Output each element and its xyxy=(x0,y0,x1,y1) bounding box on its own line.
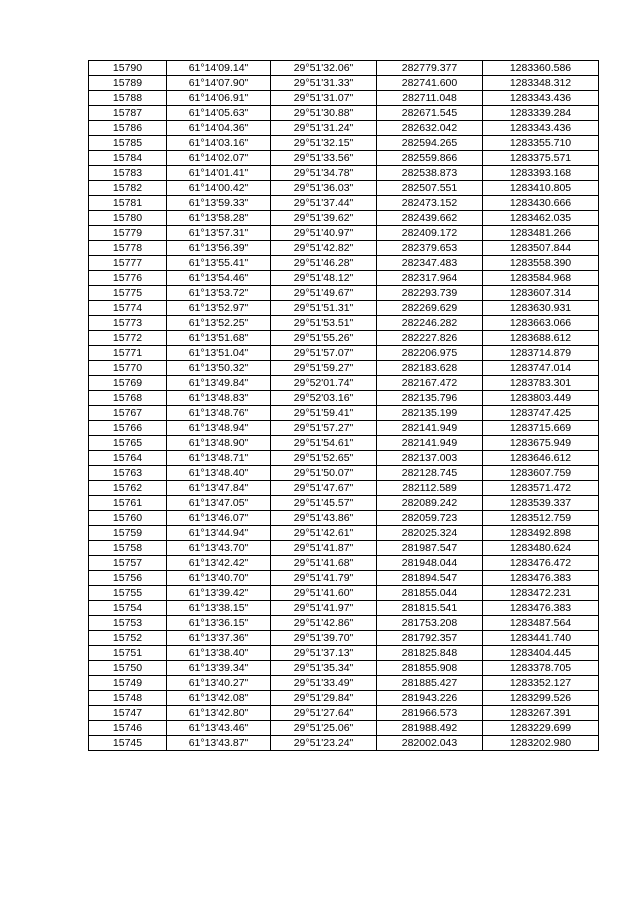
latitude-cell: 29°51'54.61" xyxy=(271,436,377,451)
table-row xyxy=(89,661,599,676)
latitude-cell: 29°51'59.41" xyxy=(271,406,377,421)
point-id-cell: 15759 xyxy=(89,526,167,541)
northing-cell: 1283492.898 xyxy=(483,526,599,541)
table-row xyxy=(89,76,599,91)
point-id-cell: 15748 xyxy=(89,691,167,706)
northing-cell: 1283476.472 xyxy=(483,556,599,571)
longitude-cell: 61°13'57.31" xyxy=(167,226,271,241)
latitude-cell: 29°51'36.03" xyxy=(271,181,377,196)
latitude-cell: 29°51'47.67" xyxy=(271,481,377,496)
point-id-cell: 15772 xyxy=(89,331,167,346)
latitude-cell: 29°51'42.61" xyxy=(271,526,377,541)
point-id-cell: 15749 xyxy=(89,676,167,691)
latitude-cell: 29°51'33.49" xyxy=(271,676,377,691)
point-id-cell: 15770 xyxy=(89,361,167,376)
northing-cell: 1283404.445 xyxy=(483,646,599,661)
easting-cell: 282473.152 xyxy=(377,196,483,211)
northing-cell: 1283299.526 xyxy=(483,691,599,706)
table-row xyxy=(89,406,599,421)
longitude-cell: 61°14'05.63" xyxy=(167,106,271,121)
point-id-cell: 15752 xyxy=(89,631,167,646)
point-id-cell: 15784 xyxy=(89,151,167,166)
latitude-cell: 29°51'32.15" xyxy=(271,136,377,151)
point-id-cell: 15766 xyxy=(89,421,167,436)
coordinates-table xyxy=(88,60,599,751)
northing-cell: 1283229.699 xyxy=(483,721,599,736)
latitude-cell: 29°51'33.56" xyxy=(271,151,377,166)
latitude-cell: 29°51'39.70" xyxy=(271,631,377,646)
longitude-cell: 61°13'58.28" xyxy=(167,211,271,226)
point-id-cell: 15785 xyxy=(89,136,167,151)
northing-cell: 1283539.337 xyxy=(483,496,599,511)
longitude-cell: 61°14'02.07" xyxy=(167,151,271,166)
latitude-cell: 29°51'34.78" xyxy=(271,166,377,181)
table-row xyxy=(89,586,599,601)
table-row xyxy=(89,226,599,241)
easting-cell: 282059.723 xyxy=(377,511,483,526)
longitude-cell: 61°13'36.15" xyxy=(167,616,271,631)
longitude-cell: 61°13'54.46" xyxy=(167,271,271,286)
latitude-cell: 29°51'42.86" xyxy=(271,616,377,631)
longitude-cell: 61°13'53.72" xyxy=(167,286,271,301)
easting-cell: 282128.745 xyxy=(377,466,483,481)
table-row xyxy=(89,136,599,151)
northing-cell: 1283747.425 xyxy=(483,406,599,421)
table-row xyxy=(89,196,599,211)
table-row xyxy=(89,166,599,181)
table-row xyxy=(89,541,599,556)
latitude-cell: 29°51'43.86" xyxy=(271,511,377,526)
easting-cell: 282347.483 xyxy=(377,256,483,271)
easting-cell: 282227.826 xyxy=(377,331,483,346)
latitude-cell: 29°51'25.06" xyxy=(271,721,377,736)
longitude-cell: 61°13'48.83" xyxy=(167,391,271,406)
easting-cell: 282183.628 xyxy=(377,361,483,376)
point-id-cell: 15776 xyxy=(89,271,167,286)
northing-cell: 1283480.624 xyxy=(483,541,599,556)
northing-cell: 1283783.301 xyxy=(483,376,599,391)
latitude-cell: 29°51'53.51" xyxy=(271,316,377,331)
northing-cell: 1283343.436 xyxy=(483,91,599,106)
point-id-cell: 15781 xyxy=(89,196,167,211)
longitude-cell: 61°13'42.42" xyxy=(167,556,271,571)
longitude-cell: 61°13'37.36" xyxy=(167,631,271,646)
easting-cell: 281948.044 xyxy=(377,556,483,571)
point-id-cell: 15750 xyxy=(89,661,167,676)
latitude-cell: 29°51'37.44" xyxy=(271,196,377,211)
table-row xyxy=(89,271,599,286)
northing-cell: 1283688.612 xyxy=(483,331,599,346)
northing-cell: 1283267.391 xyxy=(483,706,599,721)
table-row xyxy=(89,481,599,496)
table-row xyxy=(89,721,599,736)
point-id-cell: 15757 xyxy=(89,556,167,571)
latitude-cell: 29°51'30.88" xyxy=(271,106,377,121)
easting-cell: 282141.949 xyxy=(377,436,483,451)
table-row xyxy=(89,496,599,511)
point-id-cell: 15756 xyxy=(89,571,167,586)
table-row xyxy=(89,571,599,586)
table-row xyxy=(89,691,599,706)
easting-cell: 282594.265 xyxy=(377,136,483,151)
longitude-cell: 61°14'07.90" xyxy=(167,76,271,91)
table-row xyxy=(89,556,599,571)
latitude-cell: 29°51'50.07" xyxy=(271,466,377,481)
easting-cell: 282167.472 xyxy=(377,376,483,391)
table-row xyxy=(89,736,599,751)
northing-cell: 1283646.612 xyxy=(483,451,599,466)
longitude-cell: 61°13'42.08" xyxy=(167,691,271,706)
latitude-cell: 29°51'27.64" xyxy=(271,706,377,721)
northing-cell: 1283663.066 xyxy=(483,316,599,331)
easting-cell: 281894.547 xyxy=(377,571,483,586)
northing-cell: 1283512.759 xyxy=(483,511,599,526)
longitude-cell: 61°14'01.41" xyxy=(167,166,271,181)
latitude-cell: 29°51'45.57" xyxy=(271,496,377,511)
table-row xyxy=(89,646,599,661)
easting-cell: 282379.653 xyxy=(377,241,483,256)
northing-cell: 1283476.383 xyxy=(483,601,599,616)
table-row xyxy=(89,391,599,406)
easting-cell: 282135.796 xyxy=(377,391,483,406)
latitude-cell: 29°51'35.34" xyxy=(271,661,377,676)
easting-cell: 281988.492 xyxy=(377,721,483,736)
easting-cell: 282741.600 xyxy=(377,76,483,91)
northing-cell: 1283462.035 xyxy=(483,211,599,226)
latitude-cell: 29°51'41.60" xyxy=(271,586,377,601)
point-id-cell: 15790 xyxy=(89,61,167,76)
easting-cell: 281792.357 xyxy=(377,631,483,646)
point-id-cell: 15782 xyxy=(89,181,167,196)
table-row xyxy=(89,316,599,331)
northing-cell: 1283558.390 xyxy=(483,256,599,271)
easting-cell: 282538.873 xyxy=(377,166,483,181)
northing-cell: 1283393.168 xyxy=(483,166,599,181)
table-row xyxy=(89,301,599,316)
table-row xyxy=(89,466,599,481)
table-row xyxy=(89,151,599,166)
table-row xyxy=(89,631,599,646)
point-id-cell: 15775 xyxy=(89,286,167,301)
point-id-cell: 15789 xyxy=(89,76,167,91)
point-id-cell: 15774 xyxy=(89,301,167,316)
northing-cell: 1283630.931 xyxy=(483,301,599,316)
coordinates-table-body xyxy=(89,61,599,751)
longitude-cell: 61°14'00.42" xyxy=(167,181,271,196)
table-row xyxy=(89,706,599,721)
table-row xyxy=(89,121,599,136)
easting-cell: 281753.208 xyxy=(377,616,483,631)
easting-cell: 281815.541 xyxy=(377,601,483,616)
longitude-cell: 61°14'03.16" xyxy=(167,136,271,151)
latitude-cell: 29°52'03.16" xyxy=(271,391,377,406)
point-id-cell: 15787 xyxy=(89,106,167,121)
latitude-cell: 29°51'40.97" xyxy=(271,226,377,241)
easting-cell: 282089.242 xyxy=(377,496,483,511)
easting-cell: 282141.949 xyxy=(377,421,483,436)
longitude-cell: 61°13'59.33" xyxy=(167,196,271,211)
point-id-cell: 15745 xyxy=(89,736,167,751)
northing-cell: 1283481.266 xyxy=(483,226,599,241)
longitude-cell: 61°13'49.84" xyxy=(167,376,271,391)
northing-cell: 1283202.980 xyxy=(483,736,599,751)
table-row xyxy=(89,376,599,391)
latitude-cell: 29°51'48.12" xyxy=(271,271,377,286)
northing-cell: 1283803.449 xyxy=(483,391,599,406)
point-id-cell: 15760 xyxy=(89,511,167,526)
table-row xyxy=(89,241,599,256)
northing-cell: 1283487.564 xyxy=(483,616,599,631)
point-id-cell: 15767 xyxy=(89,406,167,421)
easting-cell: 282671.545 xyxy=(377,106,483,121)
easting-cell: 281855.908 xyxy=(377,661,483,676)
point-id-cell: 15769 xyxy=(89,376,167,391)
latitude-cell: 29°51'37.13" xyxy=(271,646,377,661)
northing-cell: 1283352.127 xyxy=(483,676,599,691)
table-row xyxy=(89,346,599,361)
latitude-cell: 29°51'31.33" xyxy=(271,76,377,91)
point-id-cell: 15783 xyxy=(89,166,167,181)
longitude-cell: 61°13'38.40" xyxy=(167,646,271,661)
table-row xyxy=(89,256,599,271)
table-row xyxy=(89,526,599,541)
latitude-cell: 29°51'41.79" xyxy=(271,571,377,586)
latitude-cell: 29°51'41.97" xyxy=(271,601,377,616)
longitude-cell: 61°13'43.70" xyxy=(167,541,271,556)
easting-cell: 282112.589 xyxy=(377,481,483,496)
table-row xyxy=(89,91,599,106)
easting-cell: 282137.003 xyxy=(377,451,483,466)
latitude-cell: 29°51'57.27" xyxy=(271,421,377,436)
longitude-cell: 61°13'48.94" xyxy=(167,421,271,436)
longitude-cell: 61°13'56.39" xyxy=(167,241,271,256)
easting-cell: 282632.042 xyxy=(377,121,483,136)
northing-cell: 1283607.759 xyxy=(483,466,599,481)
easting-cell: 282317.964 xyxy=(377,271,483,286)
longitude-cell: 61°13'38.15" xyxy=(167,601,271,616)
longitude-cell: 61°13'46.07" xyxy=(167,511,271,526)
longitude-cell: 61°13'51.68" xyxy=(167,331,271,346)
latitude-cell: 29°51'46.28" xyxy=(271,256,377,271)
point-id-cell: 15761 xyxy=(89,496,167,511)
point-id-cell: 15755 xyxy=(89,586,167,601)
northing-cell: 1283355.710 xyxy=(483,136,599,151)
easting-cell: 281943.226 xyxy=(377,691,483,706)
table-row xyxy=(89,361,599,376)
easting-cell: 282206.975 xyxy=(377,346,483,361)
latitude-cell: 29°51'29.84" xyxy=(271,691,377,706)
table-row xyxy=(89,106,599,121)
longitude-cell: 61°13'52.97" xyxy=(167,301,271,316)
longitude-cell: 61°13'50.32" xyxy=(167,361,271,376)
longitude-cell: 61°13'51.04" xyxy=(167,346,271,361)
latitude-cell: 29°51'41.87" xyxy=(271,541,377,556)
easting-cell: 282269.629 xyxy=(377,301,483,316)
point-id-cell: 15746 xyxy=(89,721,167,736)
latitude-cell: 29°51'57.07" xyxy=(271,346,377,361)
latitude-cell: 29°51'31.24" xyxy=(271,121,377,136)
longitude-cell: 61°13'48.76" xyxy=(167,406,271,421)
point-id-cell: 15768 xyxy=(89,391,167,406)
northing-cell: 1283571.472 xyxy=(483,481,599,496)
point-id-cell: 15763 xyxy=(89,466,167,481)
easting-cell: 281825.848 xyxy=(377,646,483,661)
latitude-cell: 29°51'23.24" xyxy=(271,736,377,751)
easting-cell: 282293.739 xyxy=(377,286,483,301)
point-id-cell: 15764 xyxy=(89,451,167,466)
point-id-cell: 15779 xyxy=(89,226,167,241)
northing-cell: 1283375.571 xyxy=(483,151,599,166)
point-id-cell: 15765 xyxy=(89,436,167,451)
longitude-cell: 61°13'39.42" xyxy=(167,586,271,601)
latitude-cell: 29°51'31.07" xyxy=(271,91,377,106)
northing-cell: 1283747.014 xyxy=(483,361,599,376)
longitude-cell: 61°13'40.27" xyxy=(167,676,271,691)
latitude-cell: 29°51'52.65" xyxy=(271,451,377,466)
point-id-cell: 15771 xyxy=(89,346,167,361)
easting-cell: 282439.662 xyxy=(377,211,483,226)
point-id-cell: 15773 xyxy=(89,316,167,331)
latitude-cell: 29°51'55.26" xyxy=(271,331,377,346)
table-row xyxy=(89,676,599,691)
longitude-cell: 61°13'48.90" xyxy=(167,436,271,451)
northing-cell: 1283607.314 xyxy=(483,286,599,301)
northing-cell: 1283430.666 xyxy=(483,196,599,211)
point-id-cell: 15777 xyxy=(89,256,167,271)
table-row xyxy=(89,511,599,526)
point-id-cell: 15747 xyxy=(89,706,167,721)
longitude-cell: 61°13'55.41" xyxy=(167,256,271,271)
easting-cell: 282559.866 xyxy=(377,151,483,166)
northing-cell: 1283441.740 xyxy=(483,631,599,646)
easting-cell: 282002.043 xyxy=(377,736,483,751)
northing-cell: 1283476.383 xyxy=(483,571,599,586)
northing-cell: 1283675.949 xyxy=(483,436,599,451)
latitude-cell: 29°51'59.27" xyxy=(271,361,377,376)
longitude-cell: 61°13'47.05" xyxy=(167,496,271,511)
table-row xyxy=(89,421,599,436)
easting-cell: 281966.573 xyxy=(377,706,483,721)
point-id-cell: 15762 xyxy=(89,481,167,496)
northing-cell: 1283343.436 xyxy=(483,121,599,136)
table-row xyxy=(89,601,599,616)
longitude-cell: 61°13'44.94" xyxy=(167,526,271,541)
point-id-cell: 15778 xyxy=(89,241,167,256)
point-id-cell: 15780 xyxy=(89,211,167,226)
point-id-cell: 15754 xyxy=(89,601,167,616)
easting-cell: 282246.282 xyxy=(377,316,483,331)
longitude-cell: 61°14'06.91" xyxy=(167,91,271,106)
longitude-cell: 61°13'48.71" xyxy=(167,451,271,466)
point-id-cell: 15753 xyxy=(89,616,167,631)
latitude-cell: 29°52'01.74" xyxy=(271,376,377,391)
longitude-cell: 61°13'39.34" xyxy=(167,661,271,676)
easting-cell: 282779.377 xyxy=(377,61,483,76)
northing-cell: 1283714.879 xyxy=(483,346,599,361)
longitude-cell: 61°14'04.36" xyxy=(167,121,271,136)
easting-cell: 282025.324 xyxy=(377,526,483,541)
northing-cell: 1283584.968 xyxy=(483,271,599,286)
document-page xyxy=(88,60,598,751)
table-row xyxy=(89,181,599,196)
point-id-cell: 15758 xyxy=(89,541,167,556)
easting-cell: 281885.427 xyxy=(377,676,483,691)
latitude-cell: 29°51'32.06" xyxy=(271,61,377,76)
table-row xyxy=(89,61,599,76)
easting-cell: 282507.551 xyxy=(377,181,483,196)
longitude-cell: 61°13'43.46" xyxy=(167,721,271,736)
northing-cell: 1283339.284 xyxy=(483,106,599,121)
latitude-cell: 29°51'49.67" xyxy=(271,286,377,301)
point-id-cell: 15788 xyxy=(89,91,167,106)
table-row xyxy=(89,286,599,301)
longitude-cell: 61°13'42.80" xyxy=(167,706,271,721)
easting-cell: 281987.547 xyxy=(377,541,483,556)
northing-cell: 1283715.669 xyxy=(483,421,599,436)
northing-cell: 1283507.844 xyxy=(483,241,599,256)
latitude-cell: 29°51'51.31" xyxy=(271,301,377,316)
table-row xyxy=(89,436,599,451)
northing-cell: 1283410.805 xyxy=(483,181,599,196)
northing-cell: 1283472.231 xyxy=(483,586,599,601)
northing-cell: 1283360.586 xyxy=(483,61,599,76)
table-row xyxy=(89,616,599,631)
easting-cell: 282409.172 xyxy=(377,226,483,241)
longitude-cell: 61°13'52.25" xyxy=(167,316,271,331)
easting-cell: 282135.199 xyxy=(377,406,483,421)
longitude-cell: 61°14'09.14" xyxy=(167,61,271,76)
northing-cell: 1283378.705 xyxy=(483,661,599,676)
longitude-cell: 61°13'48.40" xyxy=(167,466,271,481)
table-row xyxy=(89,331,599,346)
northing-cell: 1283348.312 xyxy=(483,76,599,91)
longitude-cell: 61°13'40.70" xyxy=(167,571,271,586)
latitude-cell: 29°51'41.68" xyxy=(271,556,377,571)
longitude-cell: 61°13'43.87" xyxy=(167,736,271,751)
longitude-cell: 61°13'47.84" xyxy=(167,481,271,496)
point-id-cell: 15751 xyxy=(89,646,167,661)
easting-cell: 282711.048 xyxy=(377,91,483,106)
latitude-cell: 29°51'39.62" xyxy=(271,211,377,226)
easting-cell: 281855.044 xyxy=(377,586,483,601)
point-id-cell: 15786 xyxy=(89,121,167,136)
table-row xyxy=(89,451,599,466)
table-row xyxy=(89,211,599,226)
latitude-cell: 29°51'42.82" xyxy=(271,241,377,256)
